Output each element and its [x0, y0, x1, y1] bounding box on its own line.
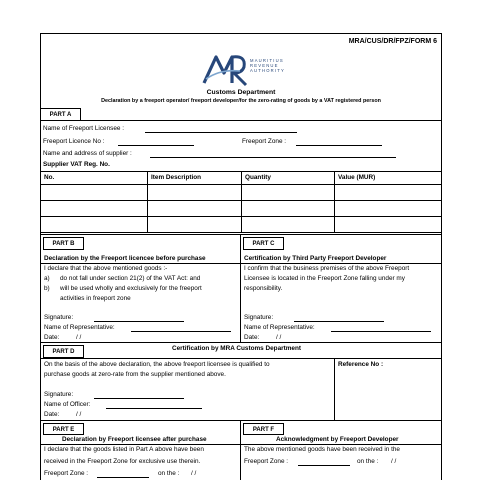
part-f-zone-field[interactable] — [298, 465, 350, 466]
part-d-label-box — [43, 345, 84, 358]
table-col-divider-3 — [334, 171, 335, 232]
licence-no-field[interactable] — [118, 145, 194, 146]
table-header-value: Value (MUR) — [338, 174, 376, 181]
part-d-line2: purchase goods at zero-rate from the supplier mentioned above. — [44, 371, 226, 378]
part-b-intro: I declare that the above mentioned goods :- — [44, 265, 168, 272]
table-header-description: Item Description — [151, 174, 202, 181]
part-f-title: Acknowledgment by Freeport Developer — [276, 436, 399, 443]
part-e-zone-label: Freeport Zone : — [44, 470, 89, 477]
part-b-signature-label: Signature: — [44, 314, 74, 321]
part-f-zone-label: Freeport Zone : — [244, 458, 289, 465]
part-b-title-line — [40, 263, 240, 264]
table-header-no: No. — [44, 174, 55, 181]
table-bottom-line — [40, 232, 442, 233]
part-e-on-label: on the : — [158, 470, 180, 477]
part-b-item-a-marker: a) — [44, 275, 50, 282]
part-d-signature-field[interactable] — [94, 398, 184, 399]
part-c-signature-field[interactable] — [294, 321, 384, 322]
form-code: MRA/CUS/DR/FPZ/FORM 6 — [348, 38, 437, 45]
part-d-signature-label: Signature: — [44, 391, 74, 398]
licence-no-label: Freeport Licence No : — [43, 138, 105, 145]
table-header-quantity: Quantity — [245, 174, 271, 181]
part-d-date-value: / / — [76, 411, 82, 418]
part-d-reference-label: Reference No : — [338, 361, 384, 368]
licensee-name-label: Name of Freeport Licensee : — [43, 125, 124, 132]
part-e-date-value: / / — [191, 470, 197, 477]
part-ef-top-line — [40, 420, 442, 421]
part-e-line2: received in the Freeport Zone for exclusive use therein. — [44, 458, 201, 465]
table-col-divider-2 — [241, 171, 242, 232]
part-b-representative-field[interactable] — [131, 331, 231, 332]
part-c-title: Certification by Third Party Freeport Developer — [244, 255, 387, 262]
part-f-label-box — [243, 423, 284, 435]
part-bc-top-line — [40, 234, 442, 235]
table-col-divider-1 — [147, 171, 148, 232]
part-b-signature-field[interactable] — [94, 321, 184, 322]
part-d-officer-field[interactable] — [106, 408, 202, 409]
logo-line-3: AUTHORITY — [250, 68, 285, 74]
supplier-address-label: Name and address of supplier : — [43, 150, 132, 157]
part-d-reference-divider — [334, 358, 335, 420]
logo-line-1: MAURITIUS — [250, 58, 284, 63]
part-c-representative-field[interactable] — [331, 331, 431, 332]
part-c-title-line — [240, 263, 442, 264]
part-e-label: PART E — [52, 427, 75, 433]
part-d-top-line — [40, 342, 442, 343]
supplier-address-field[interactable] — [150, 157, 396, 158]
part-bc-divider — [240, 234, 241, 342]
part-f-title-line — [240, 444, 442, 445]
part-b-date-value: / / — [76, 334, 82, 341]
part-f-line1: The above mentioned goods have been received in the — [244, 446, 400, 453]
part-c-label: PART C — [252, 241, 275, 247]
part-b-item-b-line1: will be used wholly and exclusively for the freeport — [60, 285, 202, 292]
form-top-border — [40, 33, 442, 34]
part-c-date-label: Date: — [244, 334, 260, 341]
part-b-label: PART B — [52, 241, 75, 247]
part-e-line1: I declare that the goods listed in Part A above have been — [44, 446, 204, 453]
part-d-officer-label: Name of Officer: — [44, 401, 91, 408]
licensee-name-field[interactable] — [145, 132, 297, 133]
part-e-title-line — [40, 444, 240, 445]
part-c-line2: Licensee is located in the Freeport Zone falling under my — [244, 275, 405, 282]
part-b-representative-label: Name of Representative: — [44, 324, 115, 331]
form-subtitle: Declaration by a freeport operator/ freeport developer/for the zero-rating of goods by a VAT registered person — [101, 98, 381, 104]
part-c-line3: responsibility. — [244, 285, 283, 292]
part-c-date-value: / / — [276, 334, 282, 341]
part-f-label: PART F — [252, 427, 275, 433]
logo-line-2: REVENUE — [250, 63, 279, 69]
part-d-title: Certification by MRA Customs Department — [172, 345, 302, 352]
part-a-label: PART A — [49, 112, 72, 118]
part-c-line1: I confirm that the business premises of the above Freeport — [244, 265, 410, 272]
part-b-item-b-line2: activities in freeport zone — [60, 295, 131, 302]
part-f-on-label: on the : — [357, 458, 379, 465]
part-e-title: Declaration by Freeport licensee after purchase — [62, 436, 207, 443]
part-d-label: PART D — [52, 349, 75, 355]
part-ef-divider — [240, 420, 241, 480]
freeport-zone-label: Freeport Zone : — [242, 138, 287, 145]
part-c-representative-label: Name of Representative: — [244, 324, 315, 331]
part-f-date-value: / / — [391, 458, 397, 465]
part-b-date-label: Date: — [44, 334, 60, 341]
part-c-signature-label: Signature: — [244, 314, 274, 321]
part-d-title-line — [40, 358, 442, 359]
part-e-zone-field[interactable] — [97, 477, 149, 478]
mra-logo — [200, 49, 300, 89]
part-b-label-box — [43, 237, 84, 250]
part-d-line1: On the basis of the above declaration, the above freeport licensee is qualified to — [44, 361, 270, 368]
part-b-item-b-marker: b) — [44, 285, 50, 292]
department-title: Customs Department — [206, 89, 276, 96]
supplier-vat-label: Supplier VAT Reg. No. — [43, 161, 110, 168]
freeport-zone-field[interactable] — [296, 145, 382, 146]
part-c-label-box — [243, 237, 284, 250]
part-b-title: Declaration by the Freeport licencee before purchase — [44, 255, 206, 262]
part-e-label-box — [43, 423, 84, 435]
part-b-item-a: do not fall under section 21(2) of the VAT Act: and — [60, 275, 201, 282]
part-a-divider — [40, 120, 442, 121]
part-d-date-label: Date: — [44, 411, 60, 418]
